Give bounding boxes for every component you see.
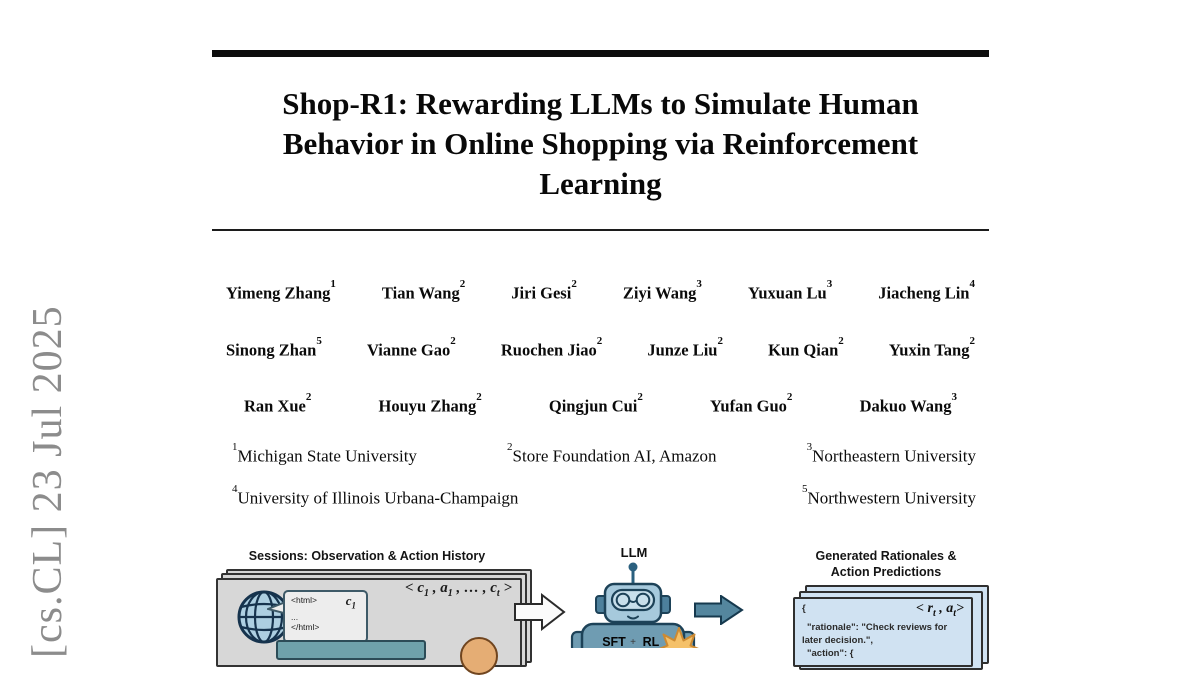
affiliation: $^3$Northeastern University [806, 441, 976, 466]
top-rule [212, 50, 989, 57]
author: Ran Xue$^2$ [244, 391, 312, 416]
json-rationale-line-2: later decision.", [802, 634, 874, 646]
sessions-panel-title: Sessions: Observation & Action History [248, 549, 486, 563]
author: Yuxin Tang$^2$ [888, 335, 975, 360]
author: Ruochen Jiao$^2$ [500, 335, 603, 360]
author: Houyu Zhang$^2$ [378, 391, 482, 416]
affiliation-row-2 [212, 483, 989, 509]
rationales-title-line-2: Action Predictions [830, 565, 942, 579]
affiliation: $^2$Store Foundation AI, Amazon [507, 441, 717, 466]
author: Sinong Zhan$^5$ [226, 335, 322, 360]
author: Kun Qian$^2$ [768, 335, 844, 360]
rl-label: RL [642, 635, 660, 648]
paper-title-line-3: Learning [539, 166, 662, 201]
paper-title-line-1: Shop-R1: Rewarding LLMs to Simulate Human [282, 86, 919, 121]
affiliation: $^4$University of Illinois Urbana-Champaign [232, 483, 519, 508]
llm-label: LLM [620, 545, 648, 560]
arxiv-watermark: [cs.CL] 23 Jul 2025 [25, 305, 71, 658]
author: Qingjun Cui$^2$ [548, 391, 643, 416]
json-rationale-line: "rationale": "Check reviews for [807, 621, 948, 633]
rationales-title-line-1: Generated Rationales & [815, 549, 957, 563]
paper-title-line-2: Behavior in Online Shopping via Reinforcement [282, 126, 919, 161]
affiliation: $^5$Northwestern University [801, 483, 976, 508]
paper-title [212, 84, 989, 204]
sft-label: SFT [602, 635, 626, 648]
flow-arrow-outline-icon [514, 593, 566, 631]
rationales-panel-title [790, 548, 982, 580]
author: Dakuo Wang$^3$ [859, 391, 957, 416]
flow-arrow-solid-icon [694, 595, 744, 625]
affiliation: $^1$Michigan State University [232, 441, 417, 466]
author: Tian Wang$^2$ [381, 278, 466, 303]
author: Ziyi Wang$^3$ [622, 278, 702, 303]
author: Jiri Gesi$^2$ [511, 278, 577, 303]
affiliation-row-1 [212, 441, 989, 467]
rationale-action-math-label: < $r_t$ , $a_t>$ [916, 601, 964, 619]
json-action-line: "action": { [807, 647, 854, 659]
rationale-card-front [793, 597, 973, 667]
html-close-tag: </html> [291, 621, 320, 632]
author: Vianne Gao$^2$ [366, 335, 456, 360]
session-sequence-label: < $c_1$ , $a_1$ , … , $c_t$ > [405, 580, 512, 599]
robot-icon [563, 558, 703, 648]
context-label: $c_1$ [345, 593, 356, 611]
author-row-3 [212, 391, 989, 417]
user-icon [460, 637, 498, 675]
author-row-2 [212, 335, 989, 361]
author: Yufan Guo$^2$ [710, 391, 793, 416]
author: Junze Liu$^2$ [647, 335, 723, 360]
html-open-tag: <html> [291, 595, 317, 605]
author: Yuxuan Lu$^3$ [747, 278, 833, 303]
author: Yimeng Zhang$^1$ [226, 278, 336, 303]
html-ellipsis: ... [291, 611, 299, 622]
author-row-1 [212, 278, 989, 304]
plus-label: + [630, 637, 636, 648]
author: Jiacheng Lin$^4$ [878, 278, 975, 303]
json-open-brace: { [802, 603, 806, 614]
title-bottom-rule [212, 229, 989, 231]
content-bar [276, 640, 426, 660]
